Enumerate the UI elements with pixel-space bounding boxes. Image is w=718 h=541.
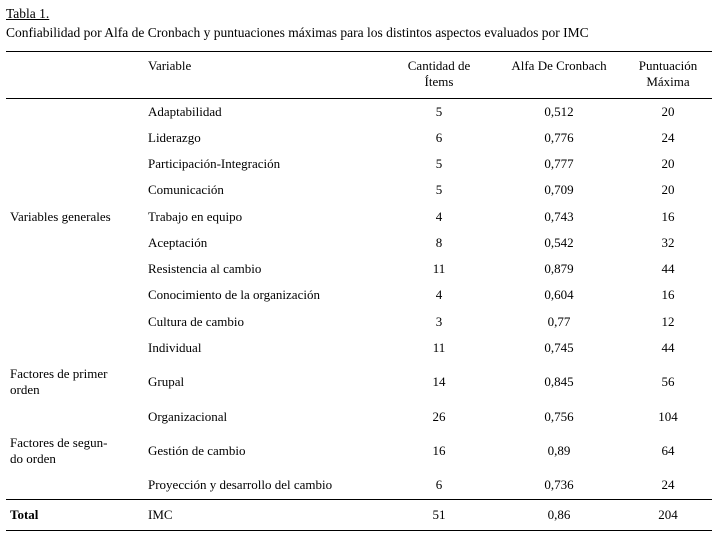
table-row [6, 282, 712, 308]
row-alpha: 0,745 [544, 339, 574, 355]
row-items: 5 [435, 156, 443, 172]
row-items: 11 [432, 261, 446, 277]
row-variable: Cultura de cambio [148, 313, 245, 329]
table-row [6, 472, 712, 499]
table-row [6, 177, 712, 203]
row-alpha: 0,743 [544, 208, 574, 224]
row-max: 24 [661, 477, 675, 493]
row-max: 20 [661, 156, 675, 172]
total-label: Total [6, 499, 144, 530]
column-header-max-line2: Máxima [646, 74, 690, 90]
total-max: 204 [624, 499, 712, 530]
column-header-items [384, 52, 494, 98]
row-items: 5 [435, 103, 443, 119]
row-max: 20 [661, 103, 675, 119]
table-row [6, 204, 712, 230]
row-max: 32 [661, 234, 675, 250]
table-row [6, 309, 712, 335]
row-variable: Grupal [148, 374, 185, 390]
row-max: 24 [661, 129, 675, 145]
row-alpha: 0,776 [544, 129, 574, 145]
column-header-max-line1: Puntuación [638, 58, 698, 74]
row-alpha: 0,845 [544, 374, 574, 390]
row-group-label [6, 335, 144, 361]
table-row [6, 404, 712, 430]
table-header [6, 52, 712, 98]
row-variable: Participación-Integración [148, 156, 281, 172]
row-alpha: 0,777 [544, 156, 574, 172]
row-alpha: 0,89 [547, 442, 571, 458]
row-group-label [6, 256, 144, 282]
table-caption: Confiabilidad por Alfa de Cronbach y puntuaciones máximas para los distintos aspectos evaluados por IMC [6, 24, 589, 40]
row-max: 16 [661, 287, 675, 303]
total-alpha: 0,86 [494, 499, 624, 530]
row-variable: Trabajo en equipo [148, 208, 243, 224]
row-items: 8 [435, 234, 443, 250]
row-max: 12 [661, 313, 675, 329]
row-group-label [6, 309, 144, 335]
column-header-max [624, 52, 712, 98]
row-items: 16 [432, 442, 446, 458]
column-header-variable: Variable [144, 52, 384, 98]
row-max: 56 [661, 374, 675, 390]
row-group-label [6, 404, 144, 430]
row-group-label [6, 472, 144, 499]
table-row [6, 430, 712, 473]
row-items: 4 [435, 287, 443, 303]
row-max: 44 [661, 261, 675, 277]
row-variable: Organizacional [148, 408, 228, 424]
total-items: 51 [384, 499, 494, 530]
row-alpha: 0,709 [544, 182, 574, 198]
row-variable: Resistencia al cambio [148, 261, 262, 277]
row-variable: Liderazgo [148, 129, 201, 145]
table-row [6, 125, 712, 151]
row-group-label [6, 430, 144, 473]
column-header-items-line1: Cantidad de [407, 58, 471, 74]
row-variable: Gestión de cambio [148, 442, 246, 458]
row-variable: Adaptabilidad [148, 103, 222, 119]
column-header-alpha [494, 52, 624, 98]
row-max: 44 [661, 339, 675, 355]
group-label-line1: Factores de primer [10, 366, 108, 382]
row-group-label [6, 282, 144, 308]
table-header-row [6, 52, 712, 98]
row-max: 20 [661, 182, 675, 198]
row-items: 4 [435, 208, 443, 224]
row-variable: Conocimiento de la organización [148, 287, 320, 303]
row-group-label [6, 98, 144, 125]
row-items: 11 [432, 339, 446, 355]
row-items: 14 [432, 374, 446, 390]
row-alpha: 0,542 [544, 234, 574, 250]
row-items: 6 [435, 477, 443, 493]
column-header-items-line2: Ítems [424, 74, 454, 90]
row-group-label [6, 230, 144, 256]
row-group-label [6, 151, 144, 177]
row-variable: Individual [148, 339, 202, 355]
table-row [6, 230, 712, 256]
group-label-line1: Factores de segun- [10, 434, 108, 450]
row-group-label [6, 361, 144, 404]
reliability-table [6, 51, 712, 530]
row-variable: Aceptación [148, 234, 208, 250]
table-row [6, 151, 712, 177]
row-variable: Comunicación [148, 182, 224, 198]
row-max: 64 [661, 442, 675, 458]
table-row [6, 256, 712, 282]
row-items: 5 [435, 182, 443, 198]
row-alpha: 0,736 [544, 477, 574, 493]
row-group-label [6, 177, 144, 203]
group-label-line2: orden [10, 382, 40, 398]
column-header-group [6, 52, 144, 98]
row-alpha: 0,77 [547, 313, 571, 329]
table-total-row [6, 499, 712, 530]
row-group-label [6, 125, 144, 151]
row-alpha: 0,512 [544, 103, 574, 119]
row-max: 104 [658, 408, 678, 424]
row-items: 26 [432, 408, 446, 424]
total-variable: IMC [144, 499, 384, 530]
row-max: 16 [661, 208, 675, 224]
group-label-line2: do orden [10, 451, 56, 467]
row-alpha: 0,879 [544, 261, 574, 277]
column-header-alpha-line1: Alfa De Cronbach [511, 58, 607, 74]
table-body [6, 98, 712, 530]
row-items: 6 [435, 129, 443, 145]
table-row [6, 335, 712, 361]
table-row [6, 361, 712, 404]
row-alpha: 0,756 [544, 408, 574, 424]
table-row [6, 98, 712, 125]
row-items: 3 [435, 313, 443, 329]
row-group-label: Variables generales [10, 208, 111, 224]
row-alpha: 0,604 [544, 287, 574, 303]
table-label: Tabla 1. [6, 6, 50, 21]
row-variable: Proyección y desarrollo del cambio [148, 477, 333, 493]
